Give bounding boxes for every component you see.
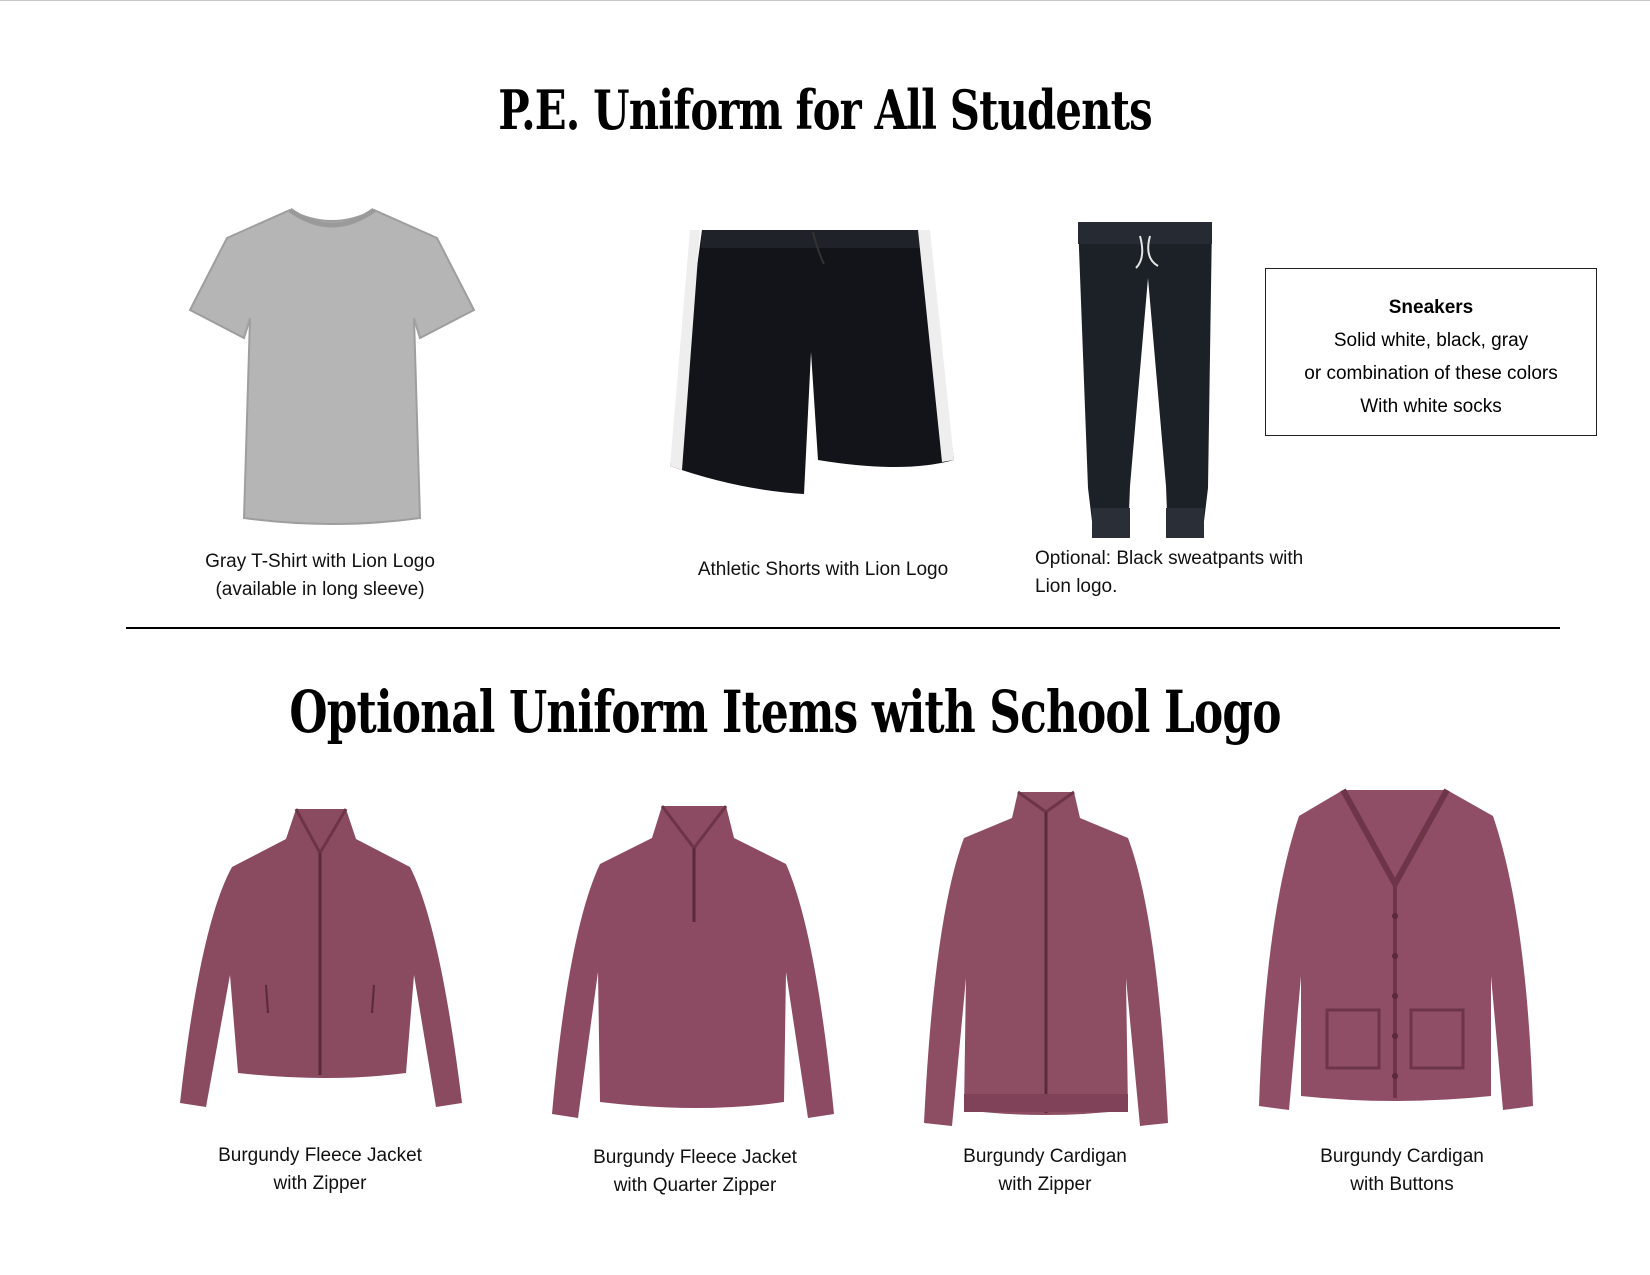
- top-border: [0, 0, 1650, 1]
- zip-cardigan-icon: [920, 788, 1170, 1133]
- shorts-icon: [668, 222, 958, 497]
- button-cardigan-caption-line1: Burgundy Cardigan: [1320, 1146, 1484, 1167]
- t-shirt-caption-line2: (available in long sleeve): [215, 579, 425, 600]
- sweatpants-caption: [1035, 545, 1365, 601]
- shorts-caption: [660, 556, 986, 584]
- pe-uniform-title: P.E. Uniform for All Students: [498, 78, 1152, 142]
- t-shirt-caption-line1: Gray T-Shirt with Lion Logo: [205, 551, 435, 572]
- sneakers-info-box: [1265, 268, 1597, 436]
- fleece-jacket-caption: [175, 1142, 465, 1198]
- zip-cardigan-caption-line2: with Zipper: [998, 1174, 1092, 1195]
- section-divider: [126, 627, 1560, 629]
- button-cardigan-caption-line2: with Buttons: [1350, 1174, 1454, 1195]
- zip-cardigan-caption-line1: Burgundy Cardigan: [963, 1146, 1127, 1167]
- sweatpants-caption-line1: Optional: Black sweatpants with: [1035, 548, 1304, 569]
- optional-uniform-title: Optional Uniform Items with School Logo: [289, 678, 1281, 746]
- quarter-zip-jacket-icon: [550, 802, 835, 1124]
- sneakers-line3: With white socks: [1360, 396, 1502, 417]
- sweatpants-caption-line2: Lion logo.: [1035, 576, 1118, 597]
- sneakers-line1: Solid white, black, gray: [1333, 330, 1529, 351]
- button-cardigan-caption: [1252, 1143, 1552, 1199]
- sneakers-line2: or combination of these colors: [1304, 363, 1558, 384]
- button-cardigan-icon: [1255, 786, 1535, 1116]
- sweatpants-icon: [1070, 218, 1220, 543]
- sneakers-title: Sneakers: [1388, 297, 1474, 318]
- t-shirt-icon: [182, 200, 482, 525]
- zip-cardigan-caption: [895, 1143, 1195, 1199]
- fleece-jacket-icon: [178, 805, 463, 1110]
- quarter-zip-jacket-caption: [550, 1144, 840, 1200]
- t-shirt-caption: [170, 548, 470, 604]
- fleece-jacket-caption-line2: with Zipper: [273, 1173, 367, 1194]
- quarter-zip-jacket-caption-line2: with Quarter Zipper: [613, 1175, 777, 1196]
- quarter-zip-jacket-caption-line1: Burgundy Fleece Jacket: [593, 1147, 797, 1168]
- shorts-caption-line1: Athletic Shorts with Lion Logo: [697, 559, 949, 580]
- fleece-jacket-caption-line1: Burgundy Fleece Jacket: [218, 1145, 422, 1166]
